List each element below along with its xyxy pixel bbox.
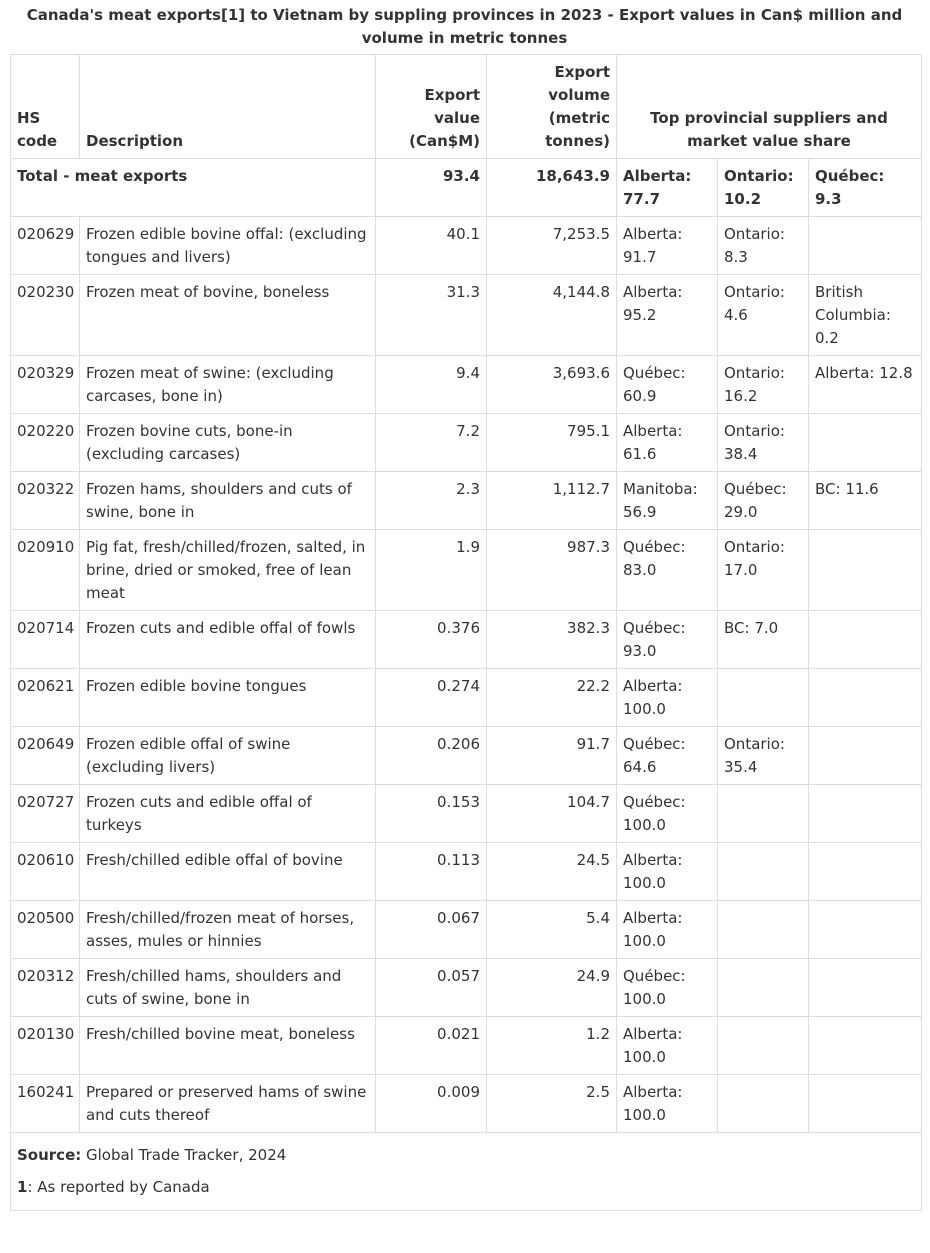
- supplier-2-cell: Ontario: 17.0: [718, 530, 809, 611]
- table-row: [11, 901, 922, 959]
- table-row: [11, 959, 922, 1017]
- table-row: [11, 611, 922, 669]
- supplier-3-cell: British Columbia: 0.2: [809, 275, 922, 356]
- description-cell: Prepared or preserved hams of swine and cuts thereof: [80, 1075, 376, 1133]
- export-value-cell: 0.206: [376, 727, 487, 785]
- header-hs-code: HS code: [11, 55, 80, 159]
- supplier-1-cell: Alberta: 100.0: [617, 1017, 718, 1075]
- supplier-1-cell: Québec: 93.0: [617, 611, 718, 669]
- supplier-2-cell: Ontario: 4.6: [718, 275, 809, 356]
- footnote-text: : As reported by Canada: [27, 1178, 210, 1196]
- supplier-3-cell: [809, 843, 922, 901]
- export-volume-cell: 1,112.7: [487, 472, 617, 530]
- supplier-1-cell: Alberta: 100.0: [617, 901, 718, 959]
- total-supplier-3: Québec: 9.3: [809, 159, 922, 217]
- hs-code-cell: 020312: [11, 959, 80, 1017]
- supplier-1-cell: Manitoba: 56.9: [617, 472, 718, 530]
- supplier-1-cell: Québec: 64.6: [617, 727, 718, 785]
- supplier-1-cell: Québec: 83.0: [617, 530, 718, 611]
- export-volume-cell: 104.7: [487, 785, 617, 843]
- supplier-3-cell: BC: 11.6: [809, 472, 922, 530]
- supplier-3-cell: [809, 727, 922, 785]
- supplier-1-cell: Alberta: 100.0: [617, 669, 718, 727]
- supplier-2-cell: Ontario: 16.2: [718, 356, 809, 414]
- supplier-3-cell: [809, 959, 922, 1017]
- supplier-1-cell: Québec: 60.9: [617, 356, 718, 414]
- export-value-cell: 2.3: [376, 472, 487, 530]
- hs-code-cell: 020322: [11, 472, 80, 530]
- export-volume-cell: 3,693.6: [487, 356, 617, 414]
- supplier-1-cell: Québec: 100.0: [617, 785, 718, 843]
- supplier-1-cell: Alberta: 95.2: [617, 275, 718, 356]
- export-volume-cell: 382.3: [487, 611, 617, 669]
- supplier-2-cell: [718, 1075, 809, 1133]
- supplier-1-cell: Alberta: 100.0: [617, 843, 718, 901]
- supplier-1-cell: Alberta: 61.6: [617, 414, 718, 472]
- header-suppliers: Top provincial suppliers and market value share: [617, 55, 922, 159]
- source-note: [17, 1139, 915, 1171]
- export-volume-cell: 5.4: [487, 901, 617, 959]
- hs-code-cell: 020610: [11, 843, 80, 901]
- supplier-3-cell: [809, 1075, 922, 1133]
- supplier-3-cell: Alberta: 12.8: [809, 356, 922, 414]
- hs-code-cell: 160241: [11, 1075, 80, 1133]
- total-volume: 18,643.9: [487, 159, 617, 217]
- header-row: [11, 55, 922, 159]
- export-value-cell: 9.4: [376, 356, 487, 414]
- hs-code-cell: 020329: [11, 356, 80, 414]
- description-cell: Fresh/chilled/frozen meat of horses, asses, mules or hinnies: [80, 901, 376, 959]
- source-label: Source:: [17, 1146, 82, 1164]
- supplier-2-cell: Ontario: 38.4: [718, 414, 809, 472]
- supplier-2-cell: Ontario: 8.3: [718, 217, 809, 275]
- hs-code-cell: 020621: [11, 669, 80, 727]
- export-value-cell: 0.274: [376, 669, 487, 727]
- export-value-cell: 40.1: [376, 217, 487, 275]
- export-value-cell: 1.9: [376, 530, 487, 611]
- supplier-2-cell: [718, 1017, 809, 1075]
- description-cell: Frozen edible offal of swine (excluding livers): [80, 727, 376, 785]
- supplier-2-cell: [718, 843, 809, 901]
- export-value-cell: 0.376: [376, 611, 487, 669]
- total-supplier-2: Ontario: 10.2: [718, 159, 809, 217]
- description-cell: Fresh/chilled edible offal of bovine: [80, 843, 376, 901]
- export-volume-cell: 7,253.5: [487, 217, 617, 275]
- supplier-2-cell: [718, 901, 809, 959]
- export-volume-cell: 91.7: [487, 727, 617, 785]
- description-cell: Frozen cuts and edible offal of fowls: [80, 611, 376, 669]
- table-row: [11, 472, 922, 530]
- header-export-value: Export value (Can$M): [376, 55, 487, 159]
- supplier-2-cell: BC: 7.0: [718, 611, 809, 669]
- description-cell: Frozen meat of swine: (excluding carcases, bone in): [80, 356, 376, 414]
- table-row: [11, 669, 922, 727]
- supplier-2-cell: [718, 785, 809, 843]
- description-cell: Frozen meat of bovine, boneless: [80, 275, 376, 356]
- hs-code-cell: 020714: [11, 611, 80, 669]
- hs-code-cell: 020500: [11, 901, 80, 959]
- export-volume-cell: 24.9: [487, 959, 617, 1017]
- supplier-2-cell: [718, 959, 809, 1017]
- meat-exports-table: [10, 54, 922, 1211]
- export-value-cell: 0.057: [376, 959, 487, 1017]
- export-value-cell: 0.021: [376, 1017, 487, 1075]
- table-row: [11, 217, 922, 275]
- description-cell: Frozen hams, shoulders and cuts of swine, bone in: [80, 472, 376, 530]
- export-value-cell: 7.2: [376, 414, 487, 472]
- table-row: [11, 1075, 922, 1133]
- total-value: 93.4: [376, 159, 487, 217]
- table-row: [11, 1017, 922, 1075]
- supplier-3-cell: [809, 217, 922, 275]
- export-volume-cell: 2.5: [487, 1075, 617, 1133]
- header-export-volume: Export volume (metric tonnes): [487, 55, 617, 159]
- export-volume-cell: 795.1: [487, 414, 617, 472]
- hs-code-cell: 020220: [11, 414, 80, 472]
- description-cell: Frozen bovine cuts, bone-in (excluding carcases): [80, 414, 376, 472]
- export-value-cell: 0.009: [376, 1075, 487, 1133]
- description-cell: Fresh/chilled bovine meat, boneless: [80, 1017, 376, 1075]
- supplier-1-cell: Alberta: 100.0: [617, 1075, 718, 1133]
- hs-code-cell: 020629: [11, 217, 80, 275]
- description-cell: Pig fat, fresh/chilled/frozen, salted, in brine, dried or smoked, free of lean meat: [80, 530, 376, 611]
- supplier-2-cell: [718, 669, 809, 727]
- description-cell: Frozen edible bovine tongues: [80, 669, 376, 727]
- export-volume-cell: 987.3: [487, 530, 617, 611]
- supplier-3-cell: [809, 669, 922, 727]
- export-volume-cell: 4,144.8: [487, 275, 617, 356]
- hs-code-cell: 020230: [11, 275, 80, 356]
- supplier-3-cell: [809, 530, 922, 611]
- export-volume-cell: 22.2: [487, 669, 617, 727]
- table-row: [11, 727, 922, 785]
- supplier-2-cell: Ontario: 35.4: [718, 727, 809, 785]
- hs-code-cell: 020130: [11, 1017, 80, 1075]
- export-volume-cell: 24.5: [487, 843, 617, 901]
- supplier-2-cell: Québec: 29.0: [718, 472, 809, 530]
- supplier-3-cell: [809, 785, 922, 843]
- table-row: [11, 785, 922, 843]
- export-value-cell: 0.113: [376, 843, 487, 901]
- supplier-1-cell: Alberta: 91.7: [617, 217, 718, 275]
- export-value-cell: 31.3: [376, 275, 487, 356]
- supplier-3-cell: [809, 414, 922, 472]
- supplier-3-cell: [809, 611, 922, 669]
- description-cell: Frozen edible bovine offal: (excluding tongues and livers): [80, 217, 376, 275]
- supplier-1-cell: Québec: 100.0: [617, 959, 718, 1017]
- hs-code-cell: 020910: [11, 530, 80, 611]
- table-row: [11, 414, 922, 472]
- header-description: Description: [80, 55, 376, 159]
- table-footer: [11, 1133, 922, 1211]
- footnote-1: [17, 1171, 915, 1203]
- table-row: [11, 275, 922, 356]
- table-row: [11, 356, 922, 414]
- supplier-3-cell: [809, 901, 922, 959]
- export-value-cell: 0.153: [376, 785, 487, 843]
- export-volume-cell: 1.2: [487, 1017, 617, 1075]
- table-row: [11, 843, 922, 901]
- supplier-3-cell: [809, 1017, 922, 1075]
- table-caption: Canada's meat exports[1] to Vietnam by suppling provinces in 2023 - Export values in Can$ million and volume in metric tonnes: [26, 6, 903, 47]
- hs-code-cell: 020649: [11, 727, 80, 785]
- description-cell: Fresh/chilled hams, shoulders and cuts of swine, bone in: [80, 959, 376, 1017]
- export-value-cell: 0.067: [376, 901, 487, 959]
- table-row: [11, 530, 922, 611]
- footnote-label: 1: [17, 1178, 28, 1196]
- total-supplier-1: Alberta: 77.7: [617, 159, 718, 217]
- description-cell: Frozen cuts and edible offal of turkeys: [80, 785, 376, 843]
- total-label: Total - meat exports: [11, 159, 376, 217]
- footer-row: [11, 1133, 922, 1211]
- total-row: [11, 159, 922, 217]
- hs-code-cell: 020727: [11, 785, 80, 843]
- source-text: Global Trade Tracker, 2024: [81, 1146, 287, 1164]
